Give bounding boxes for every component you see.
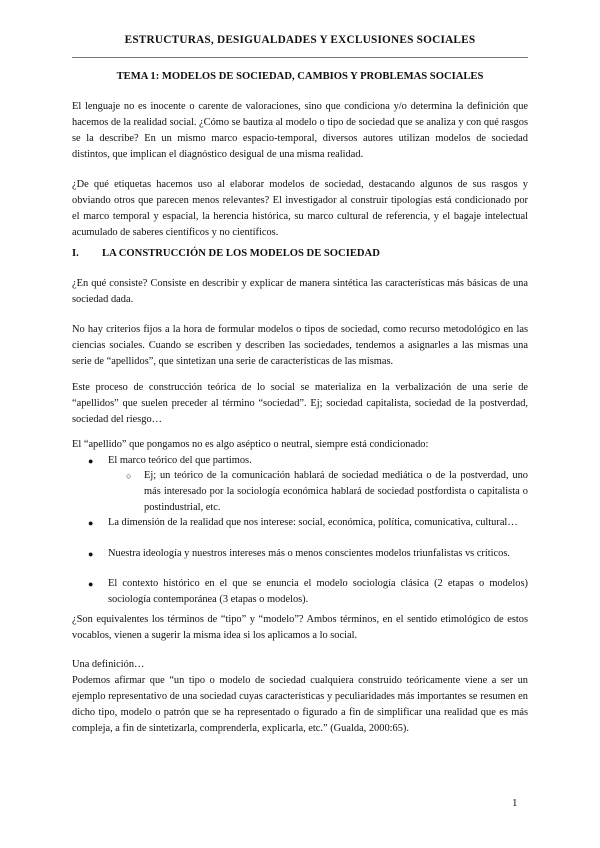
bullet-icon: ● xyxy=(88,579,94,589)
paragraph-definition-question: ¿En qué consiste? Consiste en describir y explicar de manera sintética las características más básicas de una sociedad dada. xyxy=(72,278,528,305)
paragraph-apellido: El “apellido” que pongamos no es algo aséptico o neutral, siempre está condicionado: xyxy=(72,439,429,450)
list-item-theoretical-framework: El marco teórico del que partimos. xyxy=(108,455,252,466)
intro-paragraph-2: ¿De qué etiquetas hacemos uso al elaborar modelos de sociedad, destacando algunos de sus rasgos y obviando otros que parecen menos relevantes? El investigador al construir tipologías está condicionado por el marco temporal y espacial, la herencia histórica, su marco cultural de referencia, y el bagaje intelectual acumulado de saberes científicos y no científicos. xyxy=(72,179,528,238)
paragraph-definition-intro: Una definición… xyxy=(72,659,145,670)
topic-title: TEMA 1: MODELOS DE SOCIEDAD, CAMBIOS Y PROBLEMAS SOCIALES xyxy=(116,71,484,82)
bullet-icon: ● xyxy=(88,549,94,559)
document-header: ESTRUCTURAS, DESIGUALDADES Y EXCLUSIONES SOCIALES xyxy=(124,34,476,46)
intro-paragraph-1: El lenguaje no es inocente o carente de valoraciones, sino que condiciona y/o determina la definición que hacemos de la realidad social. ¿Cómo se bautiza al modelo o tipo de sociedad que se analiza y con qué rasgos se la describe? En un mismo marco espacio-temporal, diversos autores utilizan modelos de sociedad distintos, que implican el diagnóstico desigual de una misma realidad. xyxy=(72,101,528,160)
section-number: I. xyxy=(72,248,79,259)
section-heading xyxy=(72,248,528,259)
paragraph-type-vs-model: ¿Son equivalentes los términos de “tipo” y “modelo”? Ambos términos, en el sentido etimológico de estos vocablos, vienen a sugerir la misma idea si los aplicamos a lo social. xyxy=(72,614,528,641)
bullet-icon: ● xyxy=(88,456,94,466)
paragraph-construction-process: Este proceso de construcción teórica de lo social se materializa en la verbalización de una serie de “apellidos” que suelen preceder al término “sociedad”. Ej; sociedad capitalista, sociedad de la postverdad, sociedad del riesgo… xyxy=(72,382,528,425)
header-rule xyxy=(72,57,528,58)
list-item-historical-context: El contexto histórico en el que se enuncia el modelo sociología clásica (2 etapas o modelos) sociología contemporánea (3 etapas o modelos). xyxy=(108,578,528,605)
bullet-icon: ● xyxy=(88,518,94,528)
section-title: LA CONSTRUCCIÓN DE LOS MODELOS DE SOCIEDAD xyxy=(102,248,380,259)
paragraph-criteria: No hay criterios fijos a la hora de formular modelos o tipos de sociedad, como recurso metodológico en las ciencias sociales. Cuando se escriben y describen las sociedades, tendemos a asignarles a las mismas una serie de “apellidos”, que sintetizan una serie de características de las mismas. xyxy=(72,324,528,367)
list-item-ideology: Nuestra ideología y nuestros intereses más o menos conscientes modelos triunfalistas vs críticos. xyxy=(108,548,510,559)
list-item-reality-dimension: La dimensión de la realidad que nos interese: social, económica, política, comunicativa, cultural… xyxy=(108,517,518,528)
sub-bullet-icon: ○ xyxy=(126,471,132,481)
list-subitem-example: Ej; un teórico de la comunicación hablará de sociedad mediática o de la postverdad, uno más interesado por la sociología económica hablará de sociedad postfordista o capitalista o postindustrial, etc. xyxy=(144,470,528,513)
paragraph-definition-quote: Podemos afirmar que “un tipo o modelo de sociedad cualquiera construido teóricamente viene a ser un ejemplo representativo de una sociedad cuyas características y peculiaridades más importantes se resumen en dicho tipo, modelo o patrón que se ha representado o figurado a fin de simplificar una realidad que es más compleja, a fin de sintetizarla, comprenderla, explicarla, etc.” (Gualda, 2000:65). xyxy=(72,675,528,734)
page-number: 1 xyxy=(512,797,518,809)
